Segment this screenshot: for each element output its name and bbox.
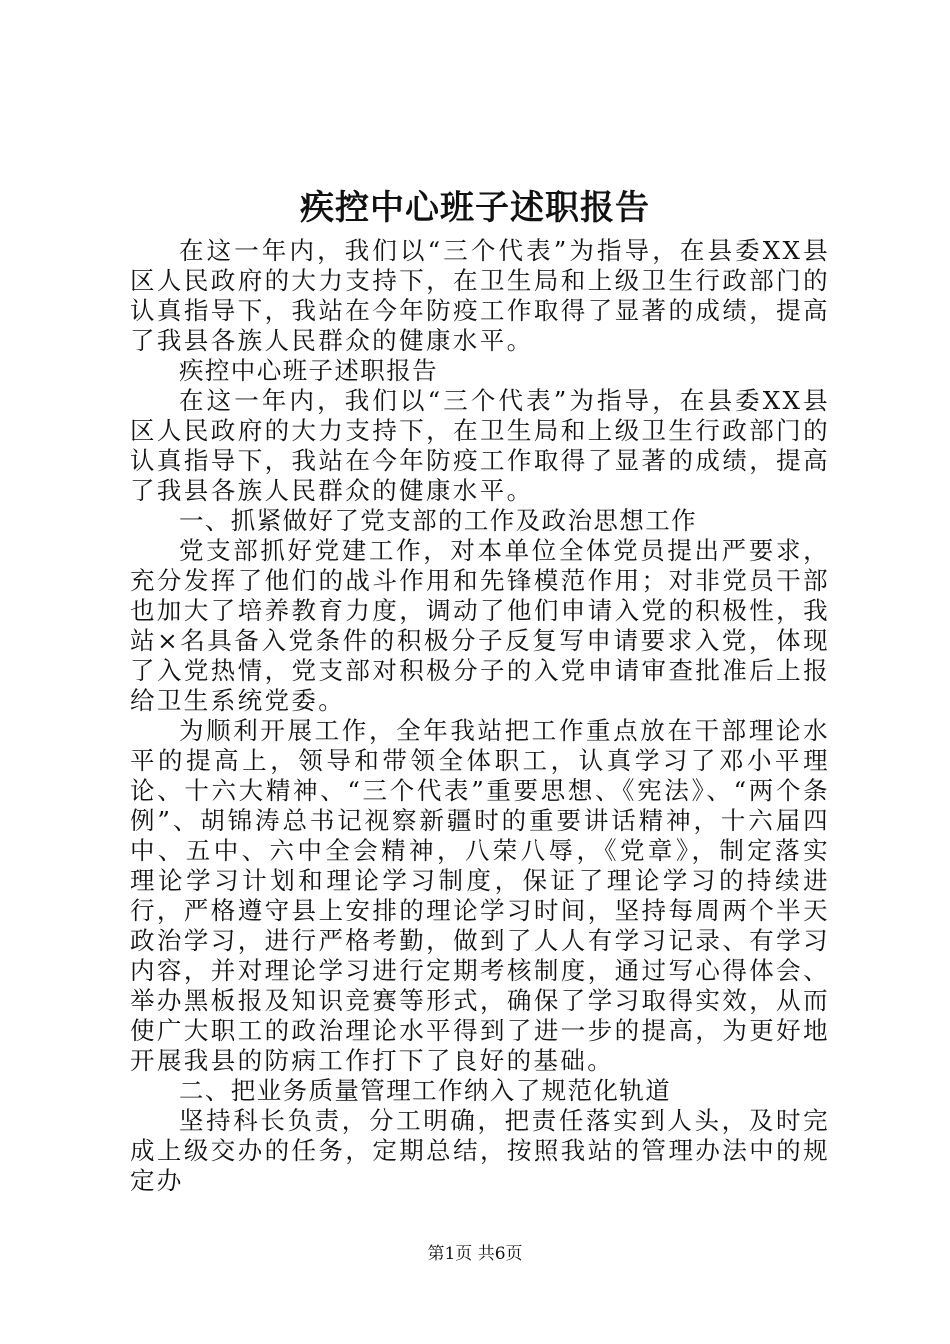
paragraph-intro: 在这一年内，我们以“三个代表”为指导，在县委XX县区人民政府的大力支持下，在卫生局和上级卫生行政部门的认真指导下，我站在今年防疫工作取得了显著的成绩，提高了我县各族人民群众的健康水平。: [130, 236, 830, 355]
document-title: 疾控中心班子述职报告: [300, 188, 650, 228]
repeated-title-line: 疾控中心班子述职报告: [179, 356, 438, 385]
section-heading-2: 二、把业务质量管理工作纳入了规范化轨道: [179, 1076, 672, 1105]
document-body: [130, 236, 830, 1196]
paragraph-theory-study: 为顺利开展工作，全年我站把工作重点放在干部理论水平的提高上，领导和带领全体职工，认真学习了邓小平理论、十六大精神、“三个代表”重要思想、《宪法》、“两个条例”、胡锦涛总书记视察新疆时的重要讲话精神，十六届四中、五中、六中全会精神，八荣八辱，《党章》，制定落实理论学习计划和理论学习制度，保证了理论学习的持续进行，严格遵守县上安排的理论学习时间，坚持每周两个半天政治学习，进行严格考勤，做到了人人有学习记录、有学习内容，并对理论学习进行定期考核制度，通过写心得体会、举办黑板报及知识竞赛等形式，确保了学习取得实效，从而使广大职工的政治理论水平得到了进一步的提高，为更好地开展我县的防病工作打下了良好的基础。: [130, 716, 830, 1075]
page-footer: 第1页 共6页: [427, 1244, 523, 1264]
paragraph-party-building: 党支部抓好党建工作，对本单位全体党员提出严要求，充分发挥了他们的战斗作用和先锋模范作用；对非党员干部也加大了培养教育力度，调动了他们申请入党的积极性，我站×名具备入党条件的积极分子反复写申请要求入党，体现了入党热情，党支部对积极分子的入党申请审查批准后上报给卫生系统党委。: [130, 536, 830, 715]
section-heading-1: 一、抓紧做好了党支部的工作及政治思想工作: [179, 506, 697, 535]
paragraph-intro-repeat: 在这一年内，我们以“三个代表”为指导，在县委XX县区人民政府的大力支持下，在卫生局和上级卫生行政部门的认真指导下，我站在今年防疫工作取得了显著的成绩，提高了我县各族人民群众的健康水平。: [130, 386, 830, 505]
paragraph-quality-management: 坚持科长负责，分工明确，把责任落实到人头，及时完成上级交办的任务，定期总结，按照我站的管理办法中的规定办: [130, 1106, 830, 1195]
